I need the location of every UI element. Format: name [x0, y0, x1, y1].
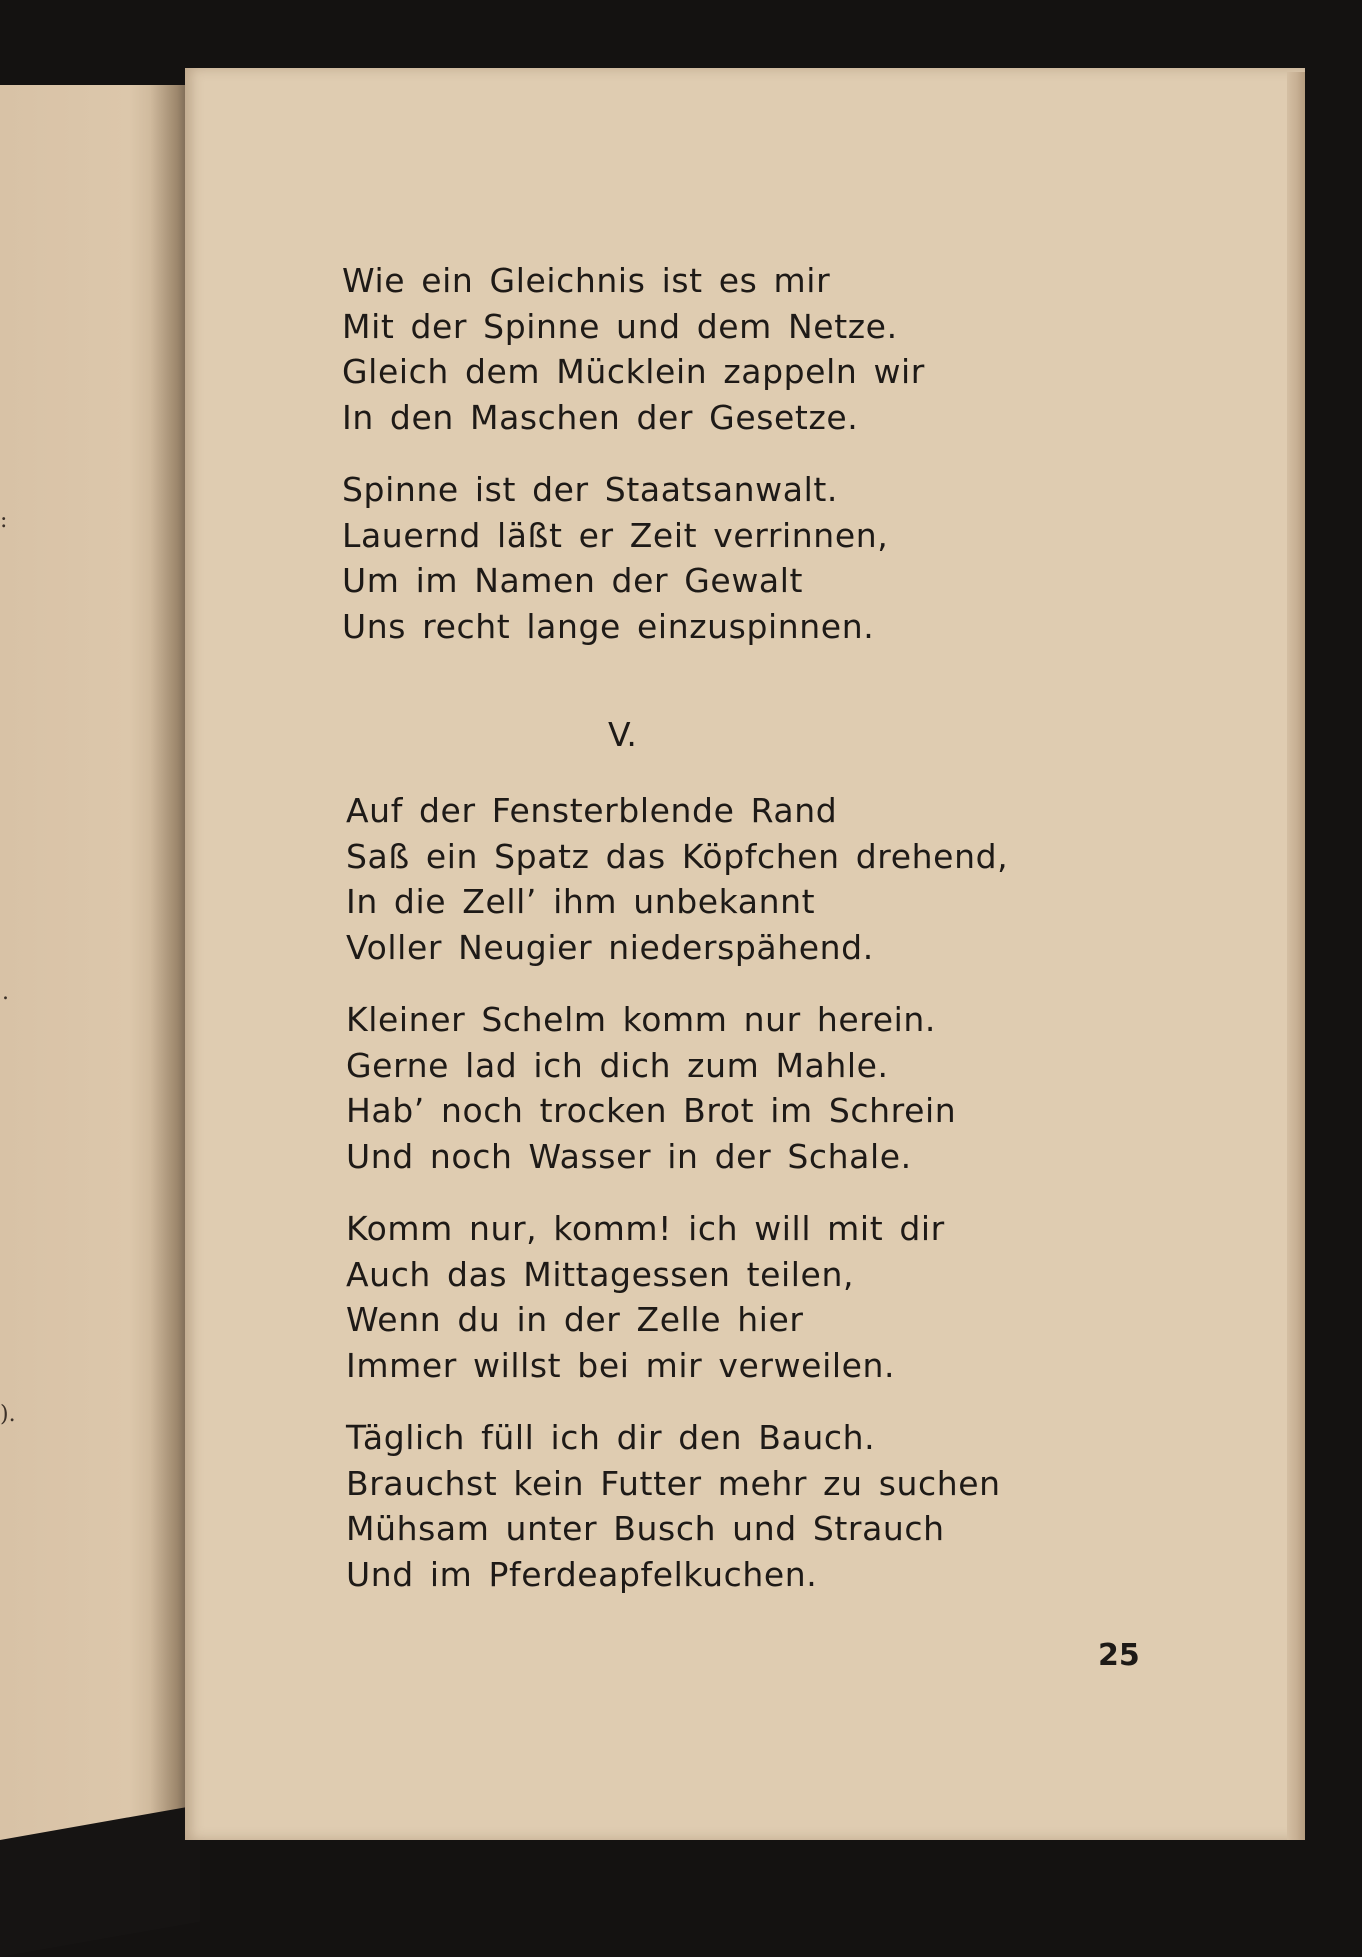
verse-line: Und im Pferdeapfelkuchen.: [346, 1554, 818, 1594]
verse-line: In den Maschen der Gesetze.: [342, 397, 859, 437]
poem-part-iv-end: [342, 258, 925, 649]
stanza: [342, 467, 925, 649]
poem-part-v: [346, 788, 1008, 1597]
page-stack-edge: [1287, 72, 1305, 1840]
verse-line: Hab’ noch trocken Brot im Schrein: [346, 1091, 957, 1130]
verse-line: In die Zell’ ihm unbekannt: [346, 882, 816, 921]
stanza: [346, 997, 1008, 1179]
verse-line: Kleiner Schelm komm nur herein.: [346, 1000, 936, 1039]
verse-line: Mühsam unter Busch und Strauch: [346, 1509, 945, 1548]
verse-line: Saß ein Spatz das Köpfchen drehend,: [346, 836, 1009, 876]
verse-line: Wenn du in der Zelle hier: [346, 1300, 804, 1339]
left-page-edge-mark: ).: [0, 1402, 16, 1427]
verse-line: Lauernd läßt er Zeit verrinnen,: [342, 515, 889, 555]
verse-line: Gerne lad ich dich zum Mahle.: [346, 1045, 889, 1085]
verse-line: Um im Namen der Gewalt: [342, 561, 804, 600]
page-number: 25: [1098, 1638, 1140, 1673]
verse-line: Auf der Fensterblende Rand: [346, 791, 838, 830]
verse-line: Gleich dem Mücklein zappeln wir: [342, 352, 925, 391]
verse-line: Komm nur, komm! ich will mit dir: [346, 1209, 945, 1248]
verse-line: Immer willst bei mir verweilen.: [346, 1345, 896, 1385]
verse-line: Brauchst kein Futter mehr zu suchen: [346, 1463, 1001, 1503]
verse-line: Mit der Spinne und dem Netze.: [342, 306, 898, 346]
stanza: [346, 1206, 1008, 1388]
verse-line: Voller Neugier niederspähend.: [346, 927, 874, 967]
verse-line: Auch das Mittagessen teilen,: [346, 1254, 855, 1294]
stanza: [342, 258, 925, 440]
stanza: [346, 788, 1008, 970]
verse-line: Täglich füll ich dir den Bauch.: [346, 1418, 876, 1457]
stanza: [346, 1415, 1008, 1597]
verse-line: Uns recht lange einzuspinnen.: [342, 606, 875, 646]
verse-line: Und noch Wasser in der Schale.: [346, 1136, 912, 1176]
verse-line: Wie ein Gleichnis ist es mir: [342, 261, 831, 300]
left-page-edge-mark: :: [0, 508, 8, 533]
section-heading: V.: [608, 715, 637, 754]
verse-line: Spinne ist der Staatsanwalt.: [342, 470, 838, 509]
left-page-edge-mark: .: [2, 980, 9, 1005]
